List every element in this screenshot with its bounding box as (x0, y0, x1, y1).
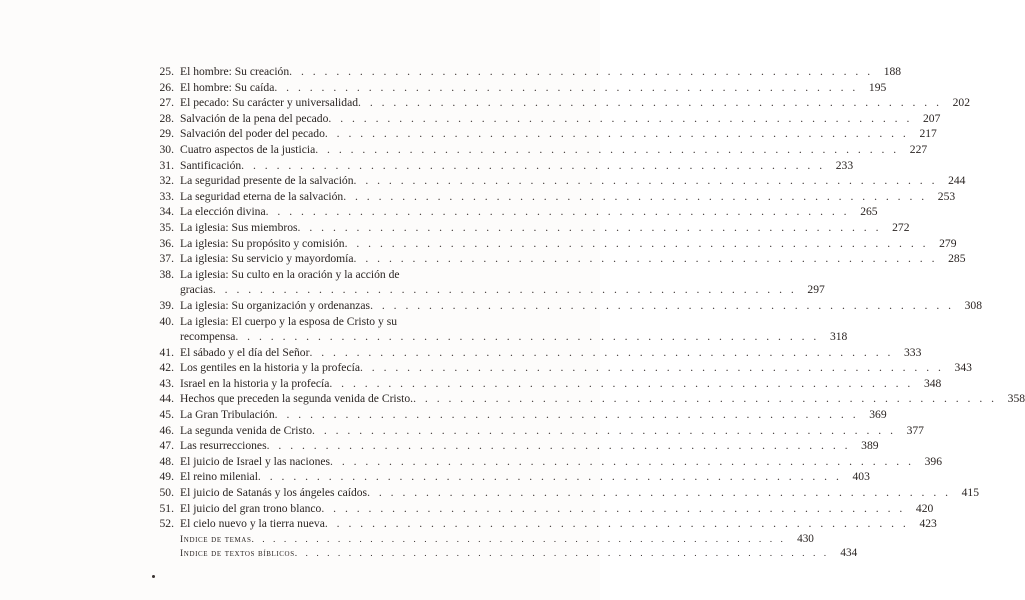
chapter-number: 37. (159, 252, 174, 266)
page-number: 415 (961, 486, 980, 500)
chapter-title-continued: gracias (180, 283, 213, 297)
toc-entry (150, 314, 848, 345)
dot-leader (309, 345, 893, 361)
chapter-title: El juicio del gran trono blanco (180, 501, 322, 515)
dot-leader (354, 251, 938, 267)
dot-leader (360, 360, 944, 376)
chapter-number: 27. (159, 96, 174, 110)
page-number: 423 (919, 517, 937, 531)
chapter-number: 40. (159, 314, 174, 328)
page-number: 279 (939, 236, 957, 250)
chapter-title: El reino milenial (180, 470, 258, 484)
chapter-title: La Gran Tribulación (180, 408, 275, 422)
chapter-number: 28. (159, 111, 174, 125)
chapter-number: 47. (159, 439, 174, 453)
page-number: 207 (922, 111, 941, 125)
index-title: Indice de textos bíblicos (180, 548, 295, 559)
chapter-number: 25. (159, 65, 174, 78)
chapter-title: Salvación de la pena del pecado (180, 111, 329, 125)
chapter-number: 52. (159, 517, 174, 531)
chapter-number: 32. (159, 174, 174, 188)
toc-entry (150, 298, 983, 314)
toc-entry (150, 95, 970, 111)
chapter-title: La seguridad eterna de la salvación (180, 189, 344, 203)
chapter-number: 39. (159, 298, 174, 312)
dot-leader (289, 64, 873, 80)
dot-leader (354, 173, 938, 189)
toc-entry (150, 111, 941, 127)
toc-entry (150, 438, 879, 454)
toc-entry (150, 126, 937, 142)
chapter-number: 43. (159, 376, 174, 390)
dot-leader (367, 485, 951, 501)
dot-leader (251, 533, 785, 547)
page-number: 377 (906, 423, 924, 437)
chapter-title: Hechos que preceden la segunda venida de Cristo. (180, 392, 414, 406)
page-number: 434 (840, 547, 858, 559)
page-number: 403 (852, 470, 870, 484)
dot-leader (328, 111, 912, 127)
chapter-title: El juicio de Israel y las naciones (180, 454, 331, 468)
page-number: 272 (892, 220, 910, 234)
page-number: 348 (923, 376, 942, 390)
chapter-title: La segunda venida de Cristo (180, 423, 313, 437)
toc-entry (150, 485, 980, 501)
index-entry (180, 532, 814, 546)
table-of-contents (150, 64, 1025, 532)
dot-leader (370, 298, 954, 314)
toc-entry (150, 220, 910, 236)
chapter-number: 36. (159, 236, 174, 250)
page-number: 318 (829, 330, 848, 344)
chapter-number: 31. (159, 158, 174, 172)
dot-leader (325, 126, 909, 142)
toc-entry (150, 376, 942, 392)
dot-leader (274, 80, 858, 96)
page-number: 396 (924, 454, 942, 468)
toc-entry (150, 158, 854, 174)
chapter-number: 45. (159, 408, 174, 422)
chapter-title: Santificación (180, 158, 242, 172)
toc-entry-line (150, 329, 848, 345)
chapter-number: 38. (159, 267, 174, 281)
toc-entry (150, 204, 878, 220)
dot-leader (330, 454, 914, 470)
chapter-title: La iglesia: Su organización y ordenanzas (180, 298, 371, 312)
page-number: 358 (1007, 392, 1025, 406)
page-number: 420 (915, 501, 934, 515)
chapter-title: El hombre: Su creación (180, 65, 290, 78)
chapter-title-continued: recompensa (180, 330, 236, 344)
chapter-number: 26. (159, 80, 174, 94)
page-number: 217 (919, 127, 937, 141)
chapter-title: Las resurrecciones (180, 439, 267, 453)
page-number: 195 (868, 80, 887, 94)
toc-entry (150, 454, 942, 470)
stray-dot (152, 575, 155, 578)
dot-leader (258, 469, 842, 485)
chapter-title: Los gentiles en la historia y la profecía (180, 361, 360, 375)
chapter-number: 46. (159, 423, 174, 437)
dot-leader (321, 501, 905, 517)
page-number: 233 (835, 158, 854, 172)
toc-entry (150, 267, 825, 298)
chapter-number: 42. (159, 361, 174, 375)
dot-leader (266, 204, 850, 220)
chapter-number: 50. (159, 486, 174, 500)
chapter-title: Israel en la historia y la profecía (180, 376, 330, 390)
chapter-title: El hombre: Su caída (180, 80, 275, 94)
chapter-number: 41. (159, 345, 174, 359)
page-number: 244 (948, 174, 966, 188)
page-number: 343 (954, 361, 972, 375)
toc-entry (150, 516, 937, 532)
chapter-number: 35. (159, 220, 174, 234)
page-number: 369 (869, 408, 887, 422)
dot-leader (345, 236, 929, 252)
chapter-title: La seguridad presente de la salvación (180, 174, 354, 188)
toc-entry-line (150, 282, 825, 298)
dot-leader (213, 282, 797, 298)
chapter-number: 51. (159, 501, 174, 515)
toc-entry (150, 173, 966, 189)
toc-entry (150, 80, 887, 96)
toc-entry-line (150, 267, 462, 283)
chapter-title: La iglesia: Su propósito y comisión (180, 236, 345, 250)
dot-leader (413, 391, 997, 407)
toc-entry (150, 251, 966, 267)
toc-entry (150, 423, 924, 439)
dot-leader (343, 189, 927, 205)
toc-entry (150, 501, 934, 517)
page-number: 227 (909, 142, 928, 156)
page-number: 253 (937, 189, 956, 203)
page-number: 430 (797, 533, 814, 545)
page-number: 389 (861, 439, 879, 453)
chapter-title: La iglesia: El cuerpo y la esposa de Cristo y su (180, 314, 398, 328)
toc-entry (150, 236, 957, 252)
dot-leader (298, 220, 882, 236)
toc-entry (150, 64, 902, 80)
page-number: 308 (964, 298, 983, 312)
chapter-title: Cuatro aspectos de la justicia (180, 142, 316, 156)
dot-leader (315, 142, 899, 158)
page-number: 265 (860, 205, 878, 219)
chapter-number: 49. (159, 470, 174, 484)
chapter-title: El juicio de Satanás y los ángeles caídos (180, 486, 368, 500)
dot-leader (312, 423, 896, 439)
chapter-title: La iglesia: Sus miembros (180, 220, 298, 234)
toc-entry (150, 469, 870, 485)
toc-entry (150, 407, 887, 423)
chapter-number: 44. (159, 392, 174, 406)
dot-leader (329, 376, 913, 392)
chapter-title: El sábado y el día del Señor (180, 345, 310, 359)
chapter-number: 33. (159, 189, 174, 203)
toc-entry (150, 360, 972, 376)
page-number: 188 (883, 65, 902, 78)
index-entry (180, 546, 858, 560)
chapter-title: El cielo nuevo y la tierra nueva (180, 517, 325, 531)
chapter-title: La elección divina (180, 205, 266, 219)
toc-entry (150, 142, 928, 158)
dot-leader (267, 438, 851, 454)
dot-leader (235, 329, 819, 345)
chapter-number: 30. (159, 142, 174, 156)
page-number: 333 (904, 345, 922, 359)
chapter-number: 48. (159, 454, 174, 468)
dot-leader (325, 516, 909, 532)
chapter-title: La iglesia: Su servicio y mayordomía (180, 252, 354, 266)
page-number: 285 (948, 252, 966, 266)
dot-leader (241, 158, 825, 174)
toc-entry-line (150, 314, 462, 330)
chapter-number: 34. (159, 205, 174, 219)
chapter-title: Salvación del poder del pecado (180, 127, 325, 141)
toc-entry (150, 189, 956, 205)
toc-entry (150, 345, 922, 361)
page-number: 297 (807, 283, 825, 297)
page-number: 202 (952, 96, 970, 110)
dot-leader (358, 95, 942, 111)
chapter-title: El pecado: Su carácter y universalidad (180, 96, 359, 110)
index-title: Indice de temas (180, 534, 252, 545)
chapter-number: 29. (159, 127, 174, 141)
toc-entry (150, 391, 1025, 407)
dot-leader (295, 547, 829, 561)
dot-leader (275, 407, 859, 423)
chapter-title: La iglesia: Su culto en la oración y la acción de (180, 267, 400, 281)
index-list (180, 532, 858, 560)
